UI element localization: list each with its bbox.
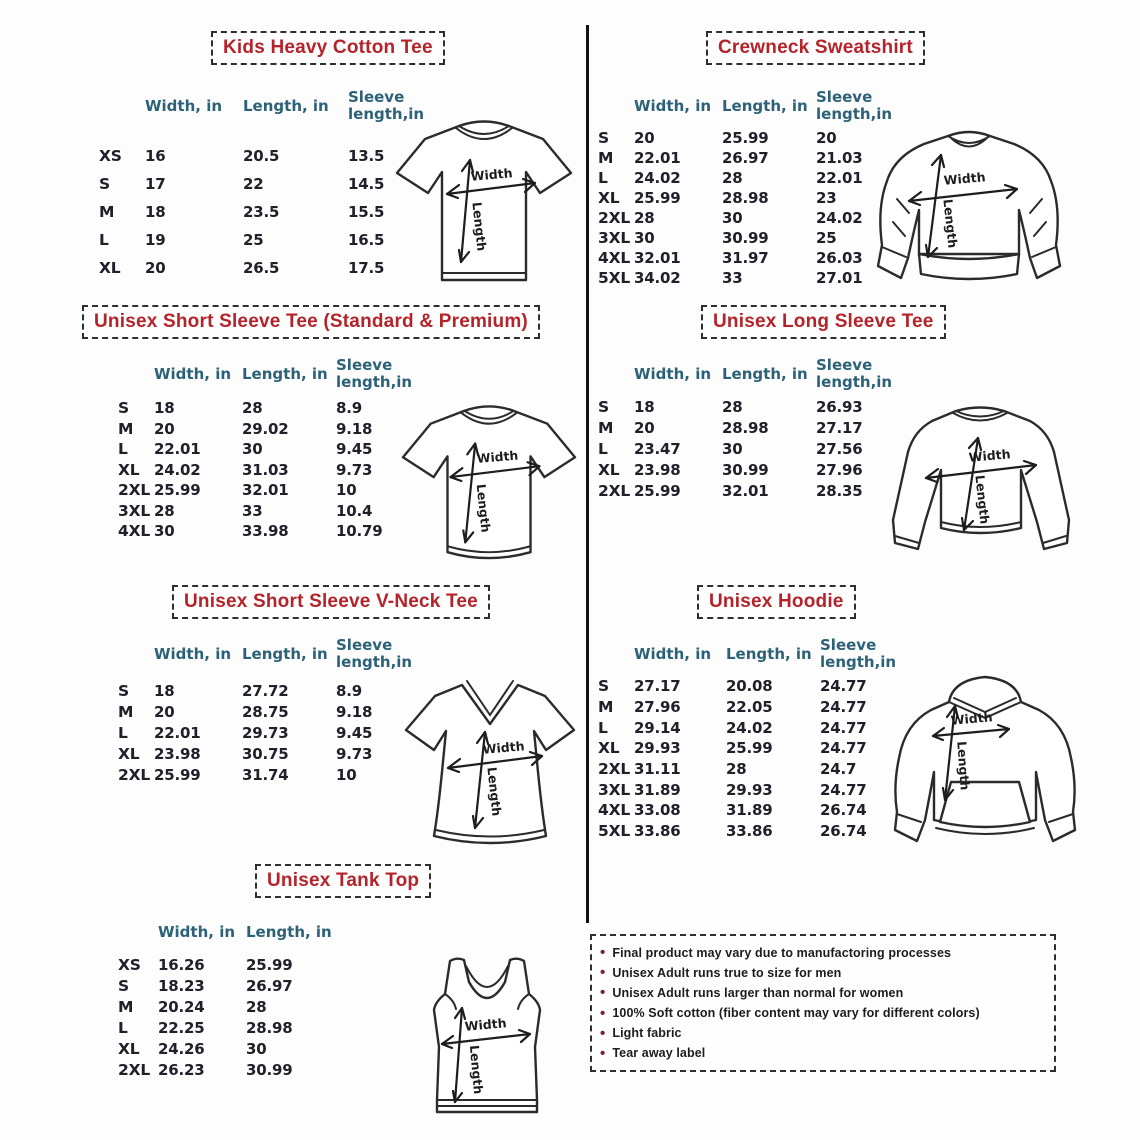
measurement-value: 30 — [722, 209, 743, 227]
column-header: Width, in — [145, 96, 223, 115]
size-label: XL — [118, 744, 140, 763]
measurement-value: 27.96 — [816, 460, 863, 479]
column-header: Length, in — [246, 922, 332, 941]
measurement-value: 25 — [243, 231, 264, 249]
width-label: Width — [464, 1015, 508, 1034]
measurement-value: 25.99 — [726, 739, 773, 758]
note-text: 100% Soft cotton (fiber content may vary for different colors) — [612, 1006, 980, 1021]
tee-illustration — [398, 398, 580, 568]
column-header: Length, in — [242, 644, 328, 663]
tee-illustration — [393, 112, 575, 290]
measurement-value: 17.5 — [348, 259, 385, 277]
column-header: Width, in — [634, 96, 712, 115]
sweatshirt-illustration — [867, 127, 1072, 292]
width-label: Width — [950, 709, 994, 728]
measurement-value: 24.02 — [154, 460, 201, 479]
column-header: Sleeve length,in — [816, 88, 893, 123]
bullet-icon: • — [600, 984, 606, 1002]
section-title-text: Unisex Short Sleeve Tee (Standard & Premium) — [94, 311, 528, 332]
measurement-value: 8.9 — [336, 399, 362, 418]
bullet-icon: • — [600, 1004, 606, 1022]
measurement-value: 28.98 — [722, 418, 769, 437]
size-label: XL — [99, 259, 121, 277]
measurement-value: 24.77 — [820, 677, 867, 696]
bullet-icon: • — [600, 1024, 606, 1042]
width-label: Width — [968, 446, 1012, 465]
bullet-icon: • — [600, 944, 606, 961]
measurement-value: 28 — [634, 209, 655, 227]
measurement-value: 28 — [722, 169, 743, 187]
size-label: M — [598, 149, 614, 167]
length-label: Length — [972, 474, 993, 525]
measurement-value: 32.01 — [634, 249, 681, 267]
measurement-value: 10.79 — [336, 522, 383, 541]
section-title-text: Unisex Long Sleeve Tee — [713, 311, 934, 332]
size-label: M — [598, 698, 614, 717]
size-label: XL — [598, 739, 620, 758]
title-unisex-hoodie — [697, 585, 856, 619]
measurement-value: 20 — [145, 259, 166, 277]
column-header: Width, in — [158, 922, 236, 941]
width-label: Width — [943, 169, 987, 188]
measurement-value: 30.99 — [722, 229, 769, 247]
size-label: 4XL — [598, 249, 631, 267]
measurement-value: 22.01 — [154, 723, 201, 742]
measurement-value: 9.73 — [336, 460, 373, 479]
size-label: 3XL — [598, 780, 631, 799]
product-notes-box — [590, 934, 1056, 1072]
measurement-value: 26.97 — [722, 149, 769, 167]
size-label: XS — [118, 955, 141, 974]
measurement-value: 30.99 — [246, 1060, 293, 1079]
measurement-value: 9.45 — [336, 440, 373, 459]
size-table-unisex-short-sleeve-tee — [116, 352, 421, 542]
measurement-value: 16 — [145, 147, 166, 165]
measurement-value: 8.9 — [336, 681, 362, 700]
size-label: XL — [118, 1039, 140, 1058]
measurement-value: 16.5 — [348, 231, 385, 249]
measurement-value: 29.93 — [726, 780, 773, 799]
size-label: 2XL — [598, 209, 631, 227]
measurement-value: 26.5 — [243, 259, 280, 277]
measurement-value: 28 — [242, 399, 263, 418]
measurement-value: 18.23 — [158, 976, 205, 995]
note-text: Unisex Adult runs larger than normal for women — [612, 985, 904, 1000]
section-title-text: Kids Heavy Cotton Tee — [223, 37, 433, 58]
section-title-text: Unisex Short Sleeve V-Neck Tee — [184, 591, 478, 612]
measurement-value: 23.47 — [634, 439, 681, 458]
size-label: 2XL — [118, 765, 151, 784]
measurement-value: 30 — [154, 522, 175, 541]
note-item — [600, 945, 1046, 960]
size-label: 5XL — [598, 269, 631, 287]
measurement-value: 26.93 — [816, 397, 863, 416]
length-label: Length — [954, 740, 973, 791]
measurement-value: 10 — [336, 481, 357, 500]
size-table-unisex-v-neck-tee — [116, 632, 421, 785]
measurement-value: 26.74 — [820, 822, 867, 841]
measurement-value: 30.99 — [722, 460, 769, 479]
measurement-value: 31.89 — [634, 780, 681, 799]
measurement-value: 28.98 — [722, 189, 769, 207]
size-label: L — [598, 439, 608, 458]
measurement-value: 14.5 — [348, 175, 385, 193]
measurement-value: 20 — [634, 129, 655, 147]
measurement-value: 28 — [154, 501, 175, 520]
size-label: 2XL — [598, 760, 631, 779]
size-label: L — [598, 718, 608, 737]
size-label: XL — [598, 460, 620, 479]
measurement-value: 24.77 — [820, 698, 867, 717]
measurement-value: 13.5 — [348, 147, 385, 165]
measurement-value: 18 — [145, 203, 166, 221]
size-label: XL — [118, 460, 140, 479]
size-label: M — [118, 997, 134, 1016]
note-text: Light fabric — [612, 1026, 682, 1041]
title-kids-heavy-cotton-tee — [211, 31, 445, 65]
measurement-value: 23.98 — [154, 744, 201, 763]
size-table-kids-heavy-cotton-tee — [97, 84, 438, 282]
header-spacer — [596, 632, 634, 676]
tank-top-illustration — [426, 952, 548, 1118]
column-header: Width, in — [154, 644, 232, 663]
column-header: Length, in — [722, 96, 808, 115]
kangaroo-pocket — [940, 782, 1030, 827]
measurement-value: 20 — [816, 129, 837, 147]
column-header: Length, in — [722, 364, 808, 383]
measurement-value: 20.24 — [158, 997, 205, 1016]
long-sleeve-tee-illustration — [860, 402, 1078, 560]
column-header: Sleeve length,in — [816, 356, 893, 391]
measurement-value: 24.02 — [816, 209, 863, 227]
size-label: S — [598, 397, 609, 416]
measurement-value: 22.01 — [154, 440, 201, 459]
note-item — [600, 1046, 1046, 1061]
title-unisex-v-neck-tee — [172, 585, 490, 619]
measurement-value: 22.25 — [158, 1018, 205, 1037]
size-label: L — [118, 1018, 128, 1037]
size-label: L — [598, 169, 608, 187]
measurement-value: 31.11 — [634, 760, 681, 779]
measurement-value: 28.35 — [816, 481, 863, 500]
measurement-value: 26.03 — [816, 249, 863, 267]
size-label: S — [598, 129, 609, 147]
title-unisex-tank-top — [255, 864, 431, 898]
size-label: S — [118, 976, 129, 995]
measurement-value: 29.93 — [634, 739, 681, 758]
measurement-value: 9.45 — [336, 723, 373, 742]
measurement-value: 22.05 — [726, 698, 773, 717]
measurement-value: 18 — [634, 397, 655, 416]
neck-line — [466, 966, 508, 987]
measurement-value: 33.86 — [634, 822, 681, 841]
size-label: 2XL — [118, 1060, 151, 1079]
width-label: Width — [476, 448, 519, 467]
size-label: M — [598, 418, 614, 437]
column-header: Sleeve length,in — [336, 636, 413, 671]
measurement-value: 18 — [154, 681, 175, 700]
size-label: 3XL — [598, 229, 631, 247]
measurement-value: 20 — [154, 419, 175, 438]
measurement-value: 33 — [722, 269, 743, 287]
column-header: Sleeve length,in — [336, 356, 413, 391]
measurement-value: 26.23 — [158, 1060, 205, 1079]
measurement-value: 20.08 — [726, 677, 773, 696]
note-item — [600, 965, 1046, 980]
size-table-unisex-hoodie — [596, 632, 905, 842]
size-label: 4XL — [118, 522, 151, 541]
header-spacer — [596, 84, 634, 128]
measurement-value: 24.02 — [634, 169, 681, 187]
note-item — [600, 1006, 1046, 1021]
measurement-value: 31.89 — [726, 801, 773, 820]
measurement-value: 10.4 — [336, 501, 373, 520]
measurement-value: 31.97 — [722, 249, 769, 267]
measurement-value: 22 — [243, 175, 264, 193]
measurement-value: 19 — [145, 231, 166, 249]
measurement-value: 27.56 — [816, 439, 863, 458]
column-header: Width, in — [154, 364, 232, 383]
column-header: Length, in — [242, 364, 328, 383]
measurement-value: 22.01 — [634, 149, 681, 167]
measurement-value: 21.03 — [816, 149, 863, 167]
header-spacer — [116, 910, 158, 954]
note-item — [600, 1026, 1046, 1041]
measurement-value: 31.74 — [242, 765, 289, 784]
title-unisex-short-sleeve-tee — [82, 305, 540, 339]
size-label: M — [99, 203, 115, 221]
hoodie-illustration — [885, 672, 1085, 852]
header-spacer — [116, 632, 154, 676]
note-text: Final product may vary due to manufactoring processes — [612, 945, 952, 960]
measurement-value: 25.99 — [246, 955, 293, 974]
length-label: Length — [469, 201, 490, 252]
measurement-value: 30 — [246, 1039, 267, 1058]
measurement-value: 16.26 — [158, 955, 205, 974]
measurement-value: 15.5 — [348, 203, 385, 221]
measurement-value: 10 — [336, 765, 357, 784]
note-text: Tear away label — [612, 1046, 706, 1061]
measurement-value: 24.77 — [820, 718, 867, 737]
measurement-value: 29.14 — [634, 718, 681, 737]
measurement-value: 9.73 — [336, 744, 373, 763]
measurement-value: 9.18 — [336, 419, 373, 438]
measurement-value: 30.75 — [242, 744, 289, 763]
measurement-value: 29.02 — [242, 419, 289, 438]
measurement-value: 20 — [154, 702, 175, 721]
size-label: S — [118, 399, 129, 418]
measurement-value: 27.01 — [816, 269, 863, 287]
size-label: S — [99, 175, 110, 193]
hem-band — [919, 254, 1019, 279]
size-label: S — [118, 681, 129, 700]
measurement-value: 24.02 — [726, 718, 773, 737]
length-label: Length — [473, 483, 493, 534]
header-spacer — [97, 84, 145, 128]
measurement-value: 25.99 — [154, 481, 201, 500]
measurement-value: 29.73 — [242, 723, 289, 742]
header-spacer — [116, 352, 154, 396]
section-title-text: Crewneck Sweatshirt — [718, 37, 913, 58]
measurement-value: 33.08 — [634, 801, 681, 820]
measurement-value: 33.86 — [726, 822, 773, 841]
size-label: S — [598, 677, 609, 696]
measurement-value: 27.17 — [634, 677, 681, 696]
size-table-crewneck-sweatshirt — [596, 84, 901, 288]
length-label: Length — [940, 198, 961, 249]
width-label: Width — [482, 738, 526, 757]
column-header: Width, in — [634, 364, 712, 383]
measurement-value: 28 — [722, 397, 743, 416]
title-crewneck-sweatshirt — [706, 31, 925, 65]
column-header: Sleeve length,in — [348, 88, 425, 123]
size-label: M — [118, 419, 134, 438]
size-table-unisex-long-sleeve-tee — [596, 352, 901, 501]
measurement-value: 32.01 — [722, 481, 769, 500]
title-unisex-long-sleeve-tee — [701, 305, 946, 339]
column-header: Length, in — [726, 644, 812, 663]
measurement-value: 28.98 — [246, 1018, 293, 1037]
column-header: Width, in — [634, 644, 712, 663]
measurement-value: 20 — [634, 418, 655, 437]
measurement-value: 22.01 — [816, 169, 863, 187]
size-label: XL — [598, 189, 620, 207]
size-label: 4XL — [598, 801, 631, 820]
size-label: 5XL — [598, 822, 631, 841]
size-label: M — [118, 702, 134, 721]
width-label: Width — [470, 165, 514, 184]
size-label: 3XL — [118, 501, 151, 520]
column-header: Length, in — [243, 96, 329, 115]
measurement-value: 27.72 — [242, 681, 289, 700]
column-header: Sleeve length,in — [820, 636, 897, 671]
measurement-value: 20.5 — [243, 147, 280, 165]
measurement-value: 32.01 — [242, 481, 289, 500]
measurement-value: 30 — [722, 439, 743, 458]
measurement-value: 9.18 — [336, 702, 373, 721]
measurement-value: 28.75 — [242, 702, 289, 721]
measurement-value: 33 — [242, 501, 263, 520]
measurement-value: 26.97 — [246, 976, 293, 995]
size-label: L — [118, 723, 128, 742]
column-divider — [586, 25, 589, 923]
size-label: 2XL — [118, 481, 151, 500]
v-neck-tee-illustration — [402, 672, 578, 848]
measurement-value: 31.03 — [242, 460, 289, 479]
length-label: Length — [466, 1044, 487, 1095]
measurement-value: 25.99 — [722, 129, 769, 147]
measurement-value: 23 — [816, 189, 837, 207]
size-label: XS — [99, 147, 122, 165]
measurement-value: 27.96 — [634, 698, 681, 717]
measurement-value: 23.98 — [634, 460, 681, 479]
measurement-value: 28 — [246, 997, 267, 1016]
size-label: L — [99, 231, 109, 249]
bullet-icon: • — [600, 1044, 606, 1062]
measurement-value: 25.99 — [634, 481, 681, 500]
measurement-value: 30 — [634, 229, 655, 247]
measurement-value: 24.77 — [820, 780, 867, 799]
measurement-value: 25.99 — [154, 765, 201, 784]
measurement-value: 28 — [726, 760, 747, 779]
bullet-icon: • — [600, 964, 606, 982]
note-text: Unisex Adult runs true to size for men — [612, 965, 842, 980]
measurement-value: 27.17 — [816, 418, 863, 437]
section-title-text: Unisex Hoodie — [709, 591, 844, 612]
measurement-value: 30 — [242, 440, 263, 459]
note-item — [600, 985, 1046, 1000]
size-label: L — [118, 440, 128, 459]
measurement-value: 17 — [145, 175, 166, 193]
section-title-text: Unisex Tank Top — [267, 870, 420, 891]
measurement-value: 34.02 — [634, 269, 681, 287]
length-label: Length — [484, 766, 505, 817]
measurement-value: 26.74 — [820, 801, 867, 820]
measurement-value: 24.26 — [158, 1039, 205, 1058]
measurement-value: 23.5 — [243, 203, 280, 221]
size-table-unisex-tank-top — [116, 910, 356, 1080]
measurement-value: 18 — [154, 399, 175, 418]
measurement-value: 24.77 — [820, 739, 867, 758]
measurement-value: 24.7 — [820, 760, 857, 779]
measurement-value: 25 — [816, 229, 837, 247]
measurement-value: 25.99 — [634, 189, 681, 207]
header-spacer — [596, 352, 634, 396]
size-label: 2XL — [598, 481, 631, 500]
measurement-value: 33.98 — [242, 522, 289, 541]
